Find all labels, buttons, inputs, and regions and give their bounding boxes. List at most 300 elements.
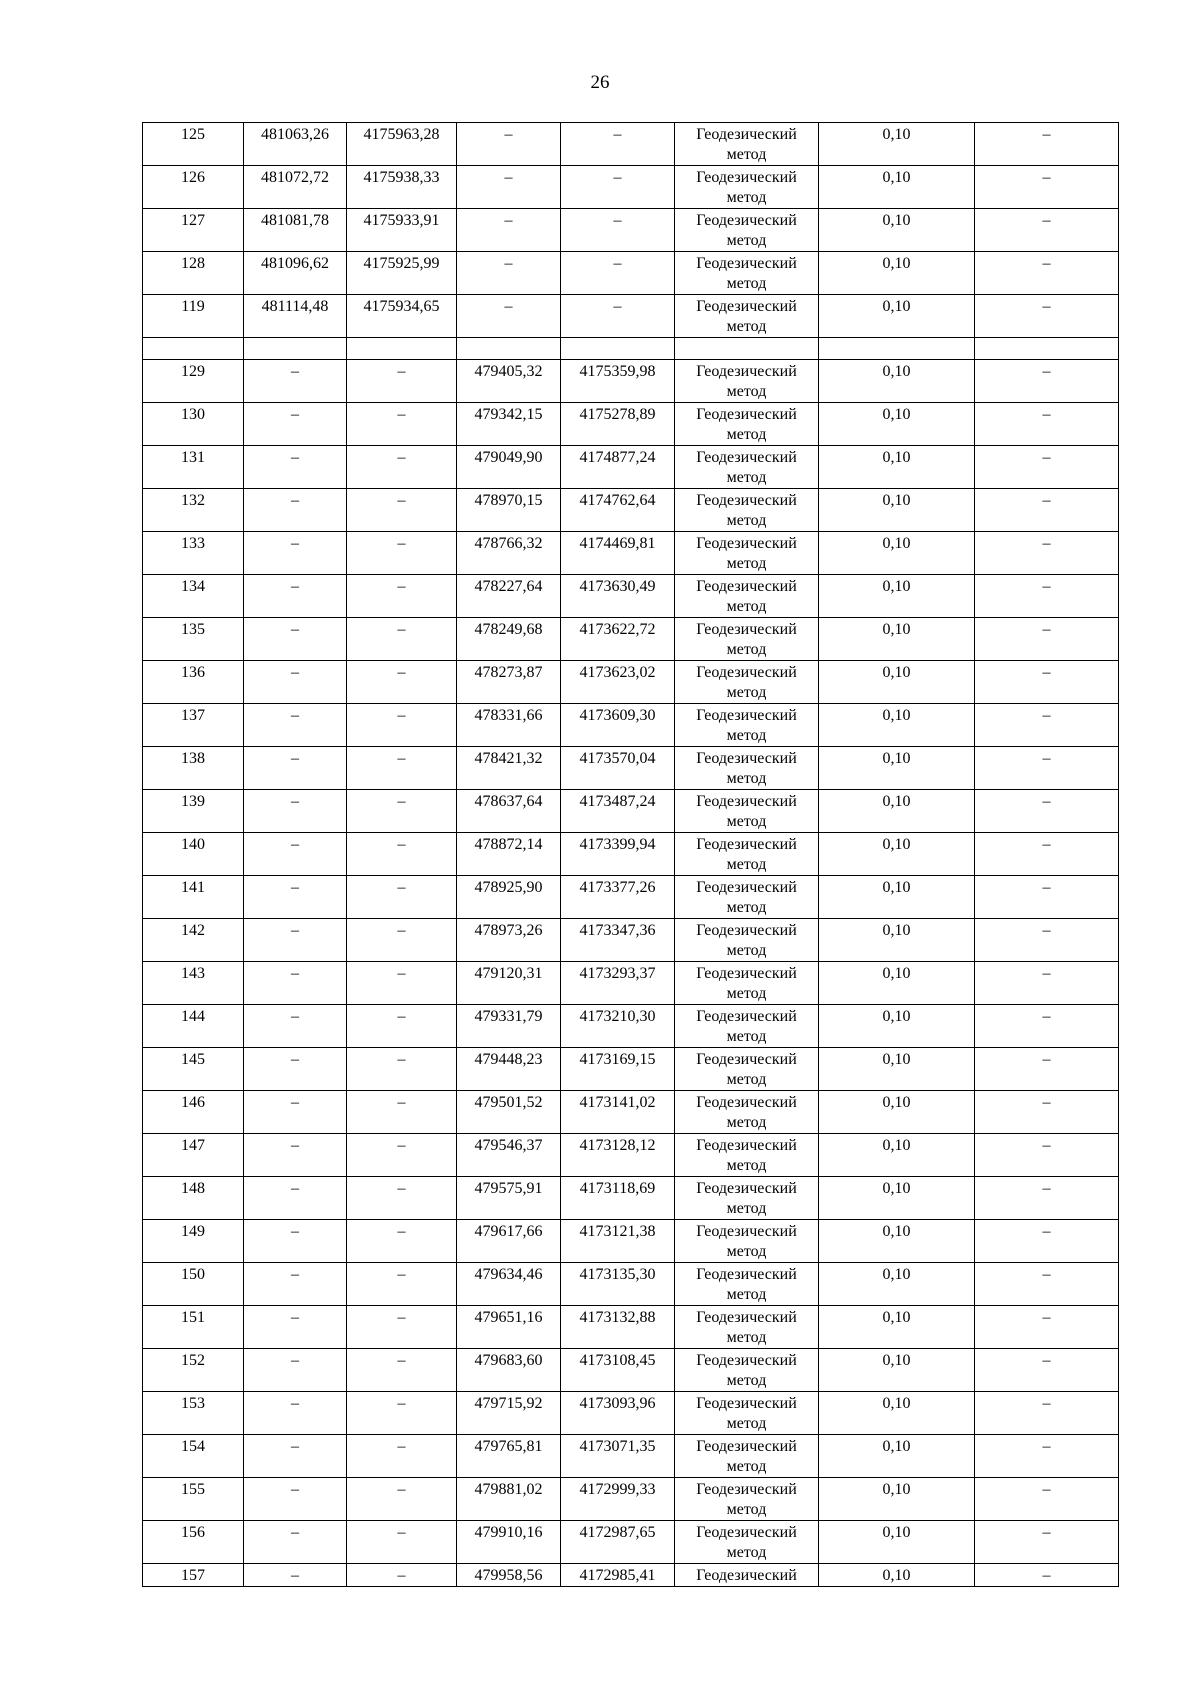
new-x-cell: 479501,52: [457, 1091, 561, 1134]
note-cell: –: [975, 1005, 1119, 1048]
new-x-cell: 478872,14: [457, 833, 561, 876]
point-number-cell: 137: [143, 704, 244, 747]
method-cell: Геодезический метод: [675, 1220, 819, 1263]
point-number-cell: 129: [143, 360, 244, 403]
existing-y-cell: –: [347, 919, 457, 962]
point-number-cell: 119: [143, 295, 244, 338]
point-number-cell: 128: [143, 252, 244, 295]
new-y-cell: 4173622,72: [561, 618, 675, 661]
accuracy-cell: 0,10: [819, 1435, 975, 1478]
table-row: [143, 962, 1119, 1005]
existing-y-cell: –: [347, 1349, 457, 1392]
new-y-cell: 4175359,98: [561, 360, 675, 403]
table-row: [143, 1091, 1119, 1134]
method-cell: Геодезический метод: [675, 1306, 819, 1349]
existing-x-cell: –: [244, 1435, 347, 1478]
existing-y-cell: –: [347, 790, 457, 833]
existing-y-cell: –: [347, 661, 457, 704]
existing-x-cell: –: [244, 962, 347, 1005]
table-row: [143, 1478, 1119, 1521]
existing-x-cell: –: [244, 790, 347, 833]
new-y-cell: 4173118,69: [561, 1177, 675, 1220]
table-row: [143, 166, 1119, 209]
existing-y-cell: –: [347, 1091, 457, 1134]
new-y-cell: 4175278,89: [561, 403, 675, 446]
accuracy-cell: 0,10: [819, 876, 975, 919]
accuracy-cell: 0,10: [819, 1392, 975, 1435]
existing-x-cell: –: [244, 360, 347, 403]
accuracy-cell: 0,10: [819, 1048, 975, 1091]
note-cell: –: [975, 295, 1119, 338]
note-cell: –: [975, 403, 1119, 446]
existing-x-cell: 481081,78: [244, 209, 347, 252]
note-cell: –: [975, 790, 1119, 833]
new-y-cell: 4173071,35: [561, 1435, 675, 1478]
new-x-cell: 478973,26: [457, 919, 561, 962]
existing-x-cell: –: [244, 833, 347, 876]
new-x-cell: 478249,68: [457, 618, 561, 661]
new-y-cell: –: [561, 295, 675, 338]
existing-x-cell: –: [244, 1564, 347, 1587]
existing-y-cell: 4175963,28: [347, 123, 457, 166]
new-x-cell: 479546,37: [457, 1134, 561, 1177]
note-cell: –: [975, 833, 1119, 876]
new-y-cell: 4173169,15: [561, 1048, 675, 1091]
note-cell: –: [975, 1220, 1119, 1263]
note-cell: –: [975, 747, 1119, 790]
page-number: 26: [590, 72, 610, 93]
new-x-cell: 478925,90: [457, 876, 561, 919]
new-x-cell: –: [457, 123, 561, 166]
existing-x-cell: –: [244, 1478, 347, 1521]
point-number-cell: 136: [143, 661, 244, 704]
existing-x-cell: –: [244, 919, 347, 962]
method-cell: Геодезический метод: [675, 1263, 819, 1306]
existing-y-cell: –: [347, 747, 457, 790]
accuracy-cell: 0,10: [819, 1134, 975, 1177]
method-cell: Геодезический метод: [675, 1392, 819, 1435]
point-number-cell: 134: [143, 575, 244, 618]
point-number-cell: 131: [143, 446, 244, 489]
empty-cell: [143, 338, 244, 360]
new-y-cell: 4173630,49: [561, 575, 675, 618]
accuracy-cell: 0,10: [819, 704, 975, 747]
existing-y-cell: –: [347, 833, 457, 876]
existing-y-cell: –: [347, 1392, 457, 1435]
note-cell: –: [975, 489, 1119, 532]
existing-y-cell: –: [347, 1435, 457, 1478]
table-row: [143, 123, 1119, 166]
point-number-cell: 142: [143, 919, 244, 962]
existing-y-cell: –: [347, 446, 457, 489]
table-row: [143, 575, 1119, 618]
note-cell: –: [975, 252, 1119, 295]
existing-x-cell: –: [244, 1134, 347, 1177]
method-cell: Геодезический метод: [675, 1349, 819, 1392]
method-cell: Геодезический метод: [675, 876, 819, 919]
note-cell: –: [975, 704, 1119, 747]
accuracy-cell: 0,10: [819, 446, 975, 489]
note-cell: –: [975, 618, 1119, 661]
note-cell: –: [975, 123, 1119, 166]
table-row: [143, 1392, 1119, 1435]
note-cell: –: [975, 1134, 1119, 1177]
existing-x-cell: –: [244, 532, 347, 575]
new-y-cell: –: [561, 166, 675, 209]
method-cell: Геодезический метод: [675, 575, 819, 618]
note-cell: –: [975, 876, 1119, 919]
note-cell: –: [975, 446, 1119, 489]
accuracy-cell: 0,10: [819, 1220, 975, 1263]
new-y-cell: 4173570,04: [561, 747, 675, 790]
accuracy-cell: 0,10: [819, 919, 975, 962]
existing-y-cell: –: [347, 618, 457, 661]
note-cell: –: [975, 1521, 1119, 1564]
existing-y-cell: 4175933,91: [347, 209, 457, 252]
existing-x-cell: 481096,62: [244, 252, 347, 295]
note-cell: –: [975, 919, 1119, 962]
accuracy-cell: 0,10: [819, 1005, 975, 1048]
empty-cell: [975, 338, 1119, 360]
existing-x-cell: –: [244, 876, 347, 919]
coordinates-table-body: [143, 123, 1119, 1587]
method-cell: Геодезический метод: [675, 1478, 819, 1521]
note-cell: –: [975, 1177, 1119, 1220]
table-row: [143, 1564, 1119, 1587]
point-number-cell: 154: [143, 1435, 244, 1478]
table-row: [143, 1134, 1119, 1177]
note-cell: –: [975, 360, 1119, 403]
accuracy-cell: 0,10: [819, 1091, 975, 1134]
accuracy-cell: 0,10: [819, 833, 975, 876]
point-number-cell: 133: [143, 532, 244, 575]
existing-x-cell: 481063,26: [244, 123, 347, 166]
note-cell: –: [975, 532, 1119, 575]
existing-y-cell: –: [347, 876, 457, 919]
accuracy-cell: 0,10: [819, 618, 975, 661]
new-y-cell: 4173399,94: [561, 833, 675, 876]
method-cell: Геодезический метод: [675, 446, 819, 489]
method-cell: Геодезический метод: [675, 252, 819, 295]
accuracy-cell: 0,10: [819, 1521, 975, 1564]
existing-x-cell: –: [244, 446, 347, 489]
new-x-cell: 479765,81: [457, 1435, 561, 1478]
table-row: [143, 747, 1119, 790]
existing-x-cell: 481072,72: [244, 166, 347, 209]
empty-cell: [457, 338, 561, 360]
existing-y-cell: –: [347, 1220, 457, 1263]
accuracy-cell: 0,10: [819, 661, 975, 704]
point-number-cell: 157: [143, 1564, 244, 1587]
new-x-cell: 479575,91: [457, 1177, 561, 1220]
method-cell: Геодезический метод: [675, 1091, 819, 1134]
table-row: [143, 1048, 1119, 1091]
accuracy-cell: 0,10: [819, 1177, 975, 1220]
point-number-cell: 153: [143, 1392, 244, 1435]
table-row: [143, 1263, 1119, 1306]
accuracy-cell: 0,10: [819, 1478, 975, 1521]
method-cell: Геодезический метод: [675, 166, 819, 209]
accuracy-cell: 0,10: [819, 1263, 975, 1306]
new-x-cell: 478227,64: [457, 575, 561, 618]
new-y-cell: 4174469,81: [561, 532, 675, 575]
point-number-cell: 152: [143, 1349, 244, 1392]
existing-x-cell: 481114,48: [244, 295, 347, 338]
method-cell: Геодезический метод: [675, 360, 819, 403]
new-x-cell: 479120,31: [457, 962, 561, 1005]
accuracy-cell: 0,10: [819, 1306, 975, 1349]
new-x-cell: –: [457, 209, 561, 252]
existing-y-cell: –: [347, 1306, 457, 1349]
accuracy-cell: 0,10: [819, 209, 975, 252]
new-y-cell: 4173347,36: [561, 919, 675, 962]
existing-x-cell: –: [244, 403, 347, 446]
new-y-cell: 4173623,02: [561, 661, 675, 704]
existing-x-cell: –: [244, 661, 347, 704]
accuracy-cell: 0,10: [819, 790, 975, 833]
table-row: [143, 489, 1119, 532]
note-cell: –: [975, 1478, 1119, 1521]
method-cell: Геодезический метод: [675, 209, 819, 252]
existing-y-cell: –: [347, 1478, 457, 1521]
new-x-cell: 479634,46: [457, 1263, 561, 1306]
accuracy-cell: 0,10: [819, 295, 975, 338]
point-number-cell: 139: [143, 790, 244, 833]
point-number-cell: 143: [143, 962, 244, 1005]
existing-x-cell: –: [244, 1048, 347, 1091]
method-cell: Геодезический метод: [675, 123, 819, 166]
note-cell: –: [975, 1349, 1119, 1392]
table-row: [143, 532, 1119, 575]
new-x-cell: 479910,16: [457, 1521, 561, 1564]
accuracy-cell: 0,10: [819, 489, 975, 532]
new-y-cell: 4172999,33: [561, 1478, 675, 1521]
point-number-cell: 130: [143, 403, 244, 446]
point-number-cell: 149: [143, 1220, 244, 1263]
existing-y-cell: –: [347, 360, 457, 403]
accuracy-cell: 0,10: [819, 1564, 975, 1587]
new-x-cell: 479958,56: [457, 1564, 561, 1587]
table-row: [143, 790, 1119, 833]
table-row: [143, 446, 1119, 489]
method-cell: Геодезический метод: [675, 962, 819, 1005]
method-cell: Геодезический метод: [675, 489, 819, 532]
table-row: [143, 209, 1119, 252]
table-row: [143, 252, 1119, 295]
method-cell: Геодезический метод: [675, 1005, 819, 1048]
table-row: [143, 876, 1119, 919]
accuracy-cell: 0,10: [819, 747, 975, 790]
note-cell: –: [975, 166, 1119, 209]
existing-y-cell: –: [347, 1134, 457, 1177]
existing-x-cell: –: [244, 1220, 347, 1263]
point-number-cell: 132: [143, 489, 244, 532]
new-x-cell: 478970,15: [457, 489, 561, 532]
table-spacer-row: [143, 338, 1119, 360]
new-y-cell: –: [561, 252, 675, 295]
point-number-cell: 147: [143, 1134, 244, 1177]
point-number-cell: 151: [143, 1306, 244, 1349]
point-number-cell: 156: [143, 1521, 244, 1564]
point-number-cell: 126: [143, 166, 244, 209]
existing-y-cell: –: [347, 1005, 457, 1048]
existing-y-cell: –: [347, 575, 457, 618]
table-row: [143, 1005, 1119, 1048]
point-number-cell: 141: [143, 876, 244, 919]
new-y-cell: 4173132,88: [561, 1306, 675, 1349]
accuracy-cell: 0,10: [819, 403, 975, 446]
existing-y-cell: –: [347, 1521, 457, 1564]
existing-x-cell: –: [244, 1349, 347, 1392]
accuracy-cell: 0,10: [819, 360, 975, 403]
method-cell: Геодезический метод: [675, 1435, 819, 1478]
accuracy-cell: 0,10: [819, 575, 975, 618]
new-y-cell: –: [561, 123, 675, 166]
table-row: [143, 919, 1119, 962]
new-x-cell: 479049,90: [457, 446, 561, 489]
table-row: [143, 403, 1119, 446]
point-number-cell: 127: [143, 209, 244, 252]
existing-x-cell: –: [244, 704, 347, 747]
new-x-cell: 478637,64: [457, 790, 561, 833]
point-number-cell: 144: [143, 1005, 244, 1048]
new-y-cell: 4173108,45: [561, 1349, 675, 1392]
point-number-cell: 140: [143, 833, 244, 876]
new-x-cell: 479881,02: [457, 1478, 561, 1521]
table-row: [143, 295, 1119, 338]
point-number-cell: 145: [143, 1048, 244, 1091]
method-cell: Геодезический метод: [675, 833, 819, 876]
existing-x-cell: –: [244, 1091, 347, 1134]
existing-x-cell: –: [244, 1306, 347, 1349]
new-x-cell: 478331,66: [457, 704, 561, 747]
existing-x-cell: –: [244, 1263, 347, 1306]
existing-x-cell: –: [244, 1392, 347, 1435]
method-cell: Геодезический метод: [675, 1134, 819, 1177]
note-cell: –: [975, 962, 1119, 1005]
new-y-cell: 4173210,30: [561, 1005, 675, 1048]
new-y-cell: 4173093,96: [561, 1392, 675, 1435]
accuracy-cell: 0,10: [819, 123, 975, 166]
existing-y-cell: –: [347, 403, 457, 446]
existing-x-cell: –: [244, 489, 347, 532]
new-y-cell: 4174877,24: [561, 446, 675, 489]
existing-x-cell: –: [244, 1177, 347, 1220]
method-cell: Геодезический метод: [675, 618, 819, 661]
point-number-cell: 150: [143, 1263, 244, 1306]
point-number-cell: 146: [143, 1091, 244, 1134]
table-row: [143, 1220, 1119, 1263]
table-row: [143, 1521, 1119, 1564]
new-x-cell: –: [457, 252, 561, 295]
method-cell: Геодезический метод: [675, 1521, 819, 1564]
existing-x-cell: –: [244, 575, 347, 618]
method-cell: Геодезический: [675, 1564, 819, 1587]
point-number-cell: 148: [143, 1177, 244, 1220]
method-cell: Геодезический метод: [675, 1048, 819, 1091]
existing-y-cell: –: [347, 489, 457, 532]
new-y-cell: 4173609,30: [561, 704, 675, 747]
note-cell: –: [975, 1263, 1119, 1306]
table-row: [143, 1177, 1119, 1220]
new-x-cell: 479683,60: [457, 1349, 561, 1392]
existing-x-cell: –: [244, 1005, 347, 1048]
coordinates-table: [142, 122, 1119, 1587]
existing-y-cell: –: [347, 1177, 457, 1220]
method-cell: Геодезический метод: [675, 704, 819, 747]
note-cell: –: [975, 1392, 1119, 1435]
new-y-cell: 4173487,24: [561, 790, 675, 833]
new-y-cell: 4173377,26: [561, 876, 675, 919]
accuracy-cell: 0,10: [819, 532, 975, 575]
method-cell: Геодезический метод: [675, 747, 819, 790]
empty-cell: [561, 338, 675, 360]
table-row: [143, 360, 1119, 403]
existing-y-cell: –: [347, 1564, 457, 1587]
new-x-cell: –: [457, 166, 561, 209]
existing-y-cell: –: [347, 532, 457, 575]
table-row: [143, 1306, 1119, 1349]
new-y-cell: 4172985,41: [561, 1564, 675, 1587]
accuracy-cell: 0,10: [819, 252, 975, 295]
new-x-cell: 478766,32: [457, 532, 561, 575]
note-cell: –: [975, 1306, 1119, 1349]
existing-y-cell: –: [347, 704, 457, 747]
empty-cell: [675, 338, 819, 360]
existing-x-cell: –: [244, 747, 347, 790]
new-y-cell: 4173293,37: [561, 962, 675, 1005]
table-row: [143, 618, 1119, 661]
existing-y-cell: –: [347, 962, 457, 1005]
note-cell: –: [975, 575, 1119, 618]
note-cell: –: [975, 209, 1119, 252]
note-cell: –: [975, 1048, 1119, 1091]
table-row: [143, 833, 1119, 876]
new-y-cell: 4172987,65: [561, 1521, 675, 1564]
new-x-cell: 479331,79: [457, 1005, 561, 1048]
new-x-cell: 479448,23: [457, 1048, 561, 1091]
empty-cell: [244, 338, 347, 360]
point-number-cell: 125: [143, 123, 244, 166]
new-y-cell: 4174762,64: [561, 489, 675, 532]
point-number-cell: 135: [143, 618, 244, 661]
existing-y-cell: 4175938,33: [347, 166, 457, 209]
new-x-cell: 479617,66: [457, 1220, 561, 1263]
accuracy-cell: 0,10: [819, 1349, 975, 1392]
note-cell: –: [975, 1564, 1119, 1587]
new-x-cell: 478421,32: [457, 747, 561, 790]
new-y-cell: 4173141,02: [561, 1091, 675, 1134]
existing-y-cell: 4175934,65: [347, 295, 457, 338]
table-row: [143, 661, 1119, 704]
new-y-cell: 4173128,12: [561, 1134, 675, 1177]
existing-y-cell: –: [347, 1048, 457, 1091]
method-cell: Геодезический метод: [675, 790, 819, 833]
new-y-cell: –: [561, 209, 675, 252]
new-x-cell: 479342,15: [457, 403, 561, 446]
method-cell: Геодезический метод: [675, 403, 819, 446]
method-cell: Геодезический метод: [675, 1177, 819, 1220]
existing-x-cell: –: [244, 1521, 347, 1564]
empty-cell: [819, 338, 975, 360]
new-x-cell: 479651,16: [457, 1306, 561, 1349]
note-cell: –: [975, 1435, 1119, 1478]
accuracy-cell: 0,10: [819, 962, 975, 1005]
note-cell: –: [975, 661, 1119, 704]
new-x-cell: 479405,32: [457, 360, 561, 403]
existing-x-cell: –: [244, 618, 347, 661]
method-cell: Геодезический метод: [675, 295, 819, 338]
